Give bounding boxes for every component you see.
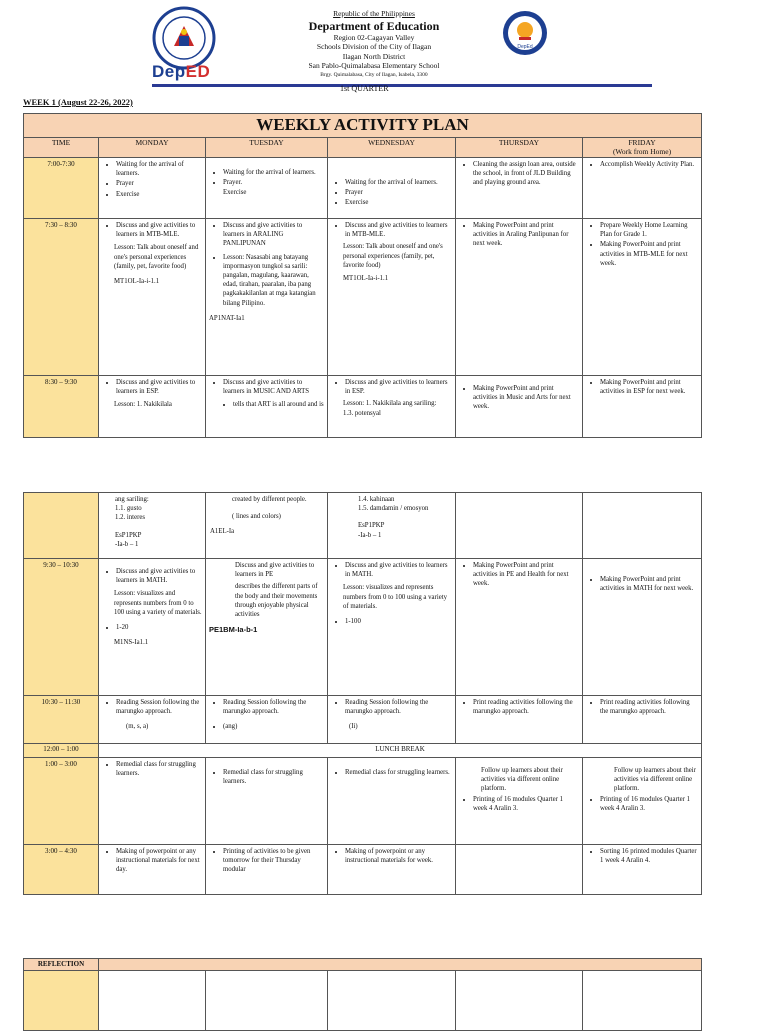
thursday-cell — [456, 219, 583, 376]
lesson-line: 1.5. damdamin / emosyon — [358, 505, 429, 513]
table-row — [24, 493, 702, 559]
list-item: • Discuss and give activities to learners in MATH. — [116, 567, 202, 585]
table-row — [24, 559, 702, 696]
wednesday-cell — [328, 219, 456, 376]
monday-cell — [99, 559, 206, 696]
list-item: • Discuss and give activities to learners in ESP. — [345, 378, 452, 396]
list-item: • Making of powerpoint or any instructional materials for week. — [345, 847, 452, 865]
competency-code: MT1OL-Ia-i-1.1 — [343, 275, 389, 283]
department-name: Department of Education — [308, 18, 440, 33]
tuesday-cell — [206, 696, 328, 744]
tuesday-cell — [206, 758, 328, 845]
competency-code: EsP1PKP — [358, 522, 385, 530]
reflection-table — [23, 958, 702, 1031]
tuesday-cell — [206, 493, 328, 559]
col-header-time: TIME — [24, 138, 99, 158]
monday-cell — [99, 758, 206, 845]
wednesday-cell — [328, 758, 456, 845]
list-item: • Waiting for the arrival of learners. — [345, 178, 452, 187]
lesson-text: Lesson: Talk about oneself and one's personal experiences (family, pet, favorite food) — [114, 244, 199, 270]
table-row — [24, 971, 702, 1031]
deped-wordmark: DepED — [152, 62, 211, 81]
reflection-monday — [99, 971, 206, 1031]
friday-cell — [583, 559, 702, 696]
list-item: • Prayer — [345, 188, 452, 197]
time-cell: 10:30 – 11:30 — [24, 696, 99, 744]
list-item: • Reading Session following the marungko approach. — [345, 698, 452, 716]
list-item: • Reading Session following the marungko approach. — [223, 698, 324, 716]
monday-cell — [99, 219, 206, 376]
letterhead — [0, 0, 768, 92]
list-item: • 1-100 — [345, 617, 452, 626]
table-row — [24, 376, 702, 438]
list-item: • Printing of activities to be given tomorrow for their Thursday modular — [223, 847, 324, 875]
competency-code: AP1NAT-Ia1 — [209, 314, 245, 322]
time-cell: 9:30 – 10:30 — [24, 559, 99, 696]
reflection-time-cell — [24, 971, 99, 1031]
time-cell: 8:30 – 9:30 — [24, 376, 99, 438]
monday-cell — [99, 376, 206, 438]
list-item: • Waiting for the arrival of learners. — [116, 160, 202, 178]
reflection-tuesday — [206, 971, 328, 1031]
time-cell: 7:00-7:30 — [24, 158, 99, 219]
time-cell: 7:30 – 8:30 — [24, 219, 99, 376]
quarter-label: 1st QUARTER — [340, 84, 389, 93]
friday-cell — [583, 758, 702, 845]
col-header-friday — [583, 138, 702, 158]
competency-code: MT1OL-Ia-i-1.1 — [114, 278, 160, 286]
lesson-text: Lesson: visualizes and represents numbers from 0 to 100 using a variety of materials. — [114, 590, 202, 616]
competency-code: -Ia-b – 1 — [358, 531, 382, 539]
reflection-wednesday — [328, 971, 456, 1031]
table-row — [24, 219, 702, 376]
wednesday-cell — [328, 493, 456, 559]
lesson-item: 1.3. potensyal — [343, 409, 381, 417]
lesson-line: ang sariling: — [115, 496, 149, 503]
tuesday-cell — [206, 219, 328, 376]
col-header-monday: MONDAY — [99, 138, 206, 158]
list-item: • Making PowerPoint and print activities in MTB-MLE for next week. — [600, 240, 698, 268]
list-item: • Lesson: Nasasabi ang batayang impormasyon tungkol sa sarili: pangalan, magulang, kaarawan, edad, tirahan, paaralan, iba pang pagkakakilanlan at mga katangian bilang Pilipino. — [223, 253, 324, 308]
list-item: • Exercise — [345, 198, 452, 207]
tuesday-cell — [206, 376, 328, 438]
wednesday-cell — [328, 845, 456, 895]
activity-plan-table-page2 — [23, 492, 702, 895]
monday-cell — [99, 158, 206, 219]
reflection-thursday — [456, 971, 583, 1031]
list-item: • Discuss and give activities to learners in MTB-MLE. — [345, 221, 452, 239]
list-item: • Waiting for the arrival of learners. — [223, 168, 324, 177]
list-item: • Remedial class for struggling learners. — [116, 760, 202, 778]
district-line: Ilagan North District — [342, 51, 406, 61]
list-item: • Making PowerPoint and print activities in PE and Health for next week. — [473, 561, 579, 589]
thursday-cell — [456, 493, 583, 559]
table-row — [24, 158, 702, 219]
header-rule — [152, 84, 652, 87]
lesson-text: Lesson: Talk about oneself and one's personal experiences (family, pet, favorite food) — [343, 243, 443, 269]
wednesday-cell — [328, 158, 456, 219]
reading-letters: (Ii) — [349, 723, 358, 731]
list-item: • Prayer. — [223, 178, 324, 187]
reflection-friday — [583, 971, 702, 1031]
lesson-text: Lesson: 1. Nakikilala ang sariling: — [343, 400, 437, 408]
friday-cell — [583, 845, 702, 895]
list-item: • Discuss and give activities to learners in ESP. — [116, 378, 202, 396]
list-item: Exercise — [223, 189, 247, 197]
reading-letters: (m, s, a) — [126, 723, 149, 731]
school-address: Brgy. Quimalabasa, City of Ilagan, Isabela, 3300 — [320, 71, 428, 78]
competency-code: PE1BM-Ia-b-1 — [209, 625, 258, 635]
table-row — [24, 744, 702, 758]
friday-cell — [583, 376, 702, 438]
list-item: • Cleaning the assign loan area, outside the school, in front of JLD Building and playing ground area. — [473, 160, 579, 188]
thursday-cell — [456, 559, 583, 696]
followup-text: Follow up learners about their activities via different online platform. — [614, 767, 696, 793]
friday-cell — [583, 219, 702, 376]
lunch-break-cell: LUNCH BREAK — [99, 744, 702, 758]
competency-code: -Ia-b – 1 — [115, 540, 139, 548]
lesson-line: 1.2. interes — [115, 514, 146, 522]
list-item: • Remedial class for struggling learners. — [345, 768, 452, 777]
list-item: • Printing of 16 modules Quarter 1 week 4 Aralin 3. — [473, 795, 579, 813]
list-item: • Discuss and give activities to learners in ARALING PANLIPUNAN — [223, 221, 324, 249]
list-item: • Sorting 16 printed modules Quarter 1 week 4 Aralin 4. — [600, 847, 698, 865]
thursday-cell — [456, 845, 583, 895]
time-cell-empty — [24, 493, 99, 559]
list-item: • Making PowerPoint and print activities in ESP for next week. — [600, 378, 698, 396]
list-item: • Making PowerPoint and print activities in Music and Arts for next week. — [473, 384, 579, 412]
list-item: • Discuss and give activities to learners in MUSIC AND ARTS — [223, 378, 324, 396]
list-item: • Discuss and give activities to learners in MATH. — [345, 561, 452, 579]
tuesday-cell — [206, 559, 328, 696]
list-item: • Prepare Weekly Home Learning Plan for Grade 1. — [600, 221, 698, 239]
tuesday-cell — [206, 158, 328, 219]
thursday-cell — [456, 376, 583, 438]
friday-cell — [583, 696, 702, 744]
monday-cell — [99, 696, 206, 744]
col-header-wednesday: WEDNESDAY — [328, 138, 456, 158]
republic-line: Republic of the Philippines — [333, 9, 415, 18]
friday-sublabel: (Work from Home) — [612, 146, 672, 156]
wednesday-cell — [328, 559, 456, 696]
thursday-cell — [456, 758, 583, 845]
list-item: • Printing of 16 modules Quarter 1 week 4 Aralin 3. — [600, 795, 698, 813]
school-name: San Pablo-Quimalabasa Elementary School — [308, 61, 440, 71]
time-cell: 3:00 – 4:30 — [24, 845, 99, 895]
list-item: • tells that ART is all around and is — [233, 400, 324, 409]
thursday-cell — [456, 158, 583, 219]
table-row — [24, 696, 702, 744]
lesson-text: describes the different parts of the body and their movements through enjoyable physical activities — [235, 583, 318, 619]
list-item: • (ang) — [223, 722, 324, 731]
division-line: Schools Division of the City of Ilagan — [316, 42, 432, 52]
col-header-thursday: THURSDAY — [456, 138, 583, 158]
plan-title: WEEKLY ACTIVITY PLAN — [24, 114, 702, 138]
table-row — [24, 758, 702, 845]
svg-text:DepEd: DepEd — [517, 44, 533, 50]
lesson-text: Lesson: visualizes and represents numbers from 0 to 100 using a variety of materials. — [343, 584, 448, 610]
list-item: • Making PowerPoint and print activities in MATH for next week. — [600, 575, 698, 593]
friday-cell — [583, 158, 702, 219]
list-item: • Prayer — [116, 179, 202, 188]
week-label: WEEK 1 (August 22-26, 2022) — [23, 97, 133, 107]
wednesday-cell — [328, 376, 456, 438]
region-line: Region 02-Cagayan Valley — [333, 32, 415, 42]
friday-label: FRIDAY — [628, 138, 656, 147]
col-header-tuesday: TUESDAY — [206, 138, 328, 158]
competency-code: M1NS-Ia1.1 — [114, 639, 149, 647]
activity-plan-table-page1 — [23, 113, 702, 438]
list-item: • Making of powerpoint or any instructional materials for next day. — [116, 847, 202, 875]
list-item: • Print reading activities following the marungko approach. — [473, 698, 579, 716]
followup-text: Follow up learners about their activities via different online platform. — [481, 767, 563, 793]
tuesday-cell — [206, 845, 328, 895]
lesson-line: ( lines and colors) — [232, 513, 281, 521]
list-item: • Accomplish Weekly Activity Plan. — [600, 160, 698, 169]
list-item: • Remedial class for struggling learners. — [223, 768, 324, 786]
lesson-line: 1.4. kahinaan — [358, 496, 395, 503]
lesson-line: 1.1. gusto — [115, 505, 142, 513]
wednesday-cell — [328, 696, 456, 744]
monday-cell — [99, 493, 206, 559]
lesson-text: Lesson: 1. Nakikilala — [114, 401, 172, 409]
school-heading — [258, 9, 490, 81]
list-item: • Reading Session following the marungko approach. — [116, 698, 202, 716]
time-cell: 12:00 – 1:00 — [24, 744, 99, 758]
list-item: • 1-20 — [116, 623, 202, 632]
monday-cell — [99, 845, 206, 895]
list-item: • Exercise — [116, 190, 202, 199]
reflection-header-fill — [99, 959, 702, 971]
list-item: • Making PowerPoint and print activities in Araling Panlipunan for next week. — [473, 221, 579, 249]
list-item: • Print reading activities following the marungko approach. — [600, 698, 698, 716]
table-row — [24, 845, 702, 895]
time-cell: 1:00 – 3:00 — [24, 758, 99, 845]
thursday-cell — [456, 696, 583, 744]
lesson-text: Discuss and give activities to learners in PE — [235, 562, 315, 579]
reflection-label: REFLECTION — [24, 959, 99, 971]
friday-cell — [583, 493, 702, 559]
lesson-line: created by different people. — [232, 496, 307, 503]
school-logo-icon — [502, 10, 548, 56]
competency-code: EsP1PKP — [115, 531, 142, 539]
list-item: • Discuss and give activities to learners in MTB-MLE. — [116, 221, 202, 239]
deped-seal-icon — [152, 6, 216, 70]
competency-code: A1EL-Ia — [210, 528, 235, 536]
